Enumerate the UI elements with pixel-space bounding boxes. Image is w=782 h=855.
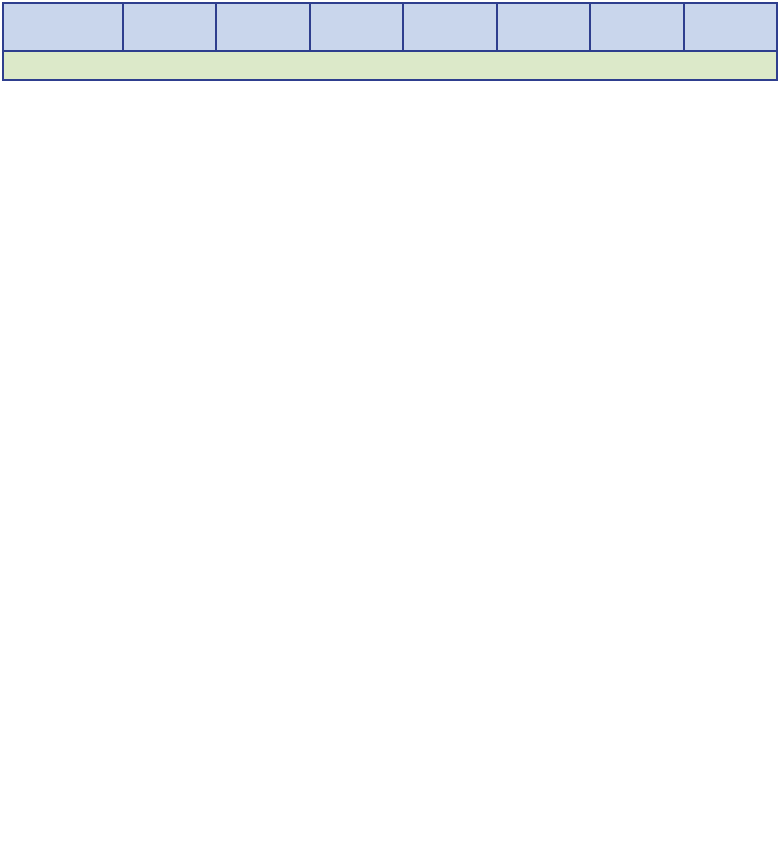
region-title: [3, 51, 777, 80]
forecast-table: [2, 2, 778, 81]
day-header: [684, 3, 777, 51]
day-header: [216, 3, 309, 51]
day-header: [310, 3, 403, 51]
header-label: [3, 3, 123, 51]
region-header-row: [3, 51, 777, 80]
day-header: [497, 3, 590, 51]
day-header: [123, 3, 216, 51]
header-row: [3, 3, 777, 51]
day-header: [590, 3, 683, 51]
day-header: [403, 3, 496, 51]
